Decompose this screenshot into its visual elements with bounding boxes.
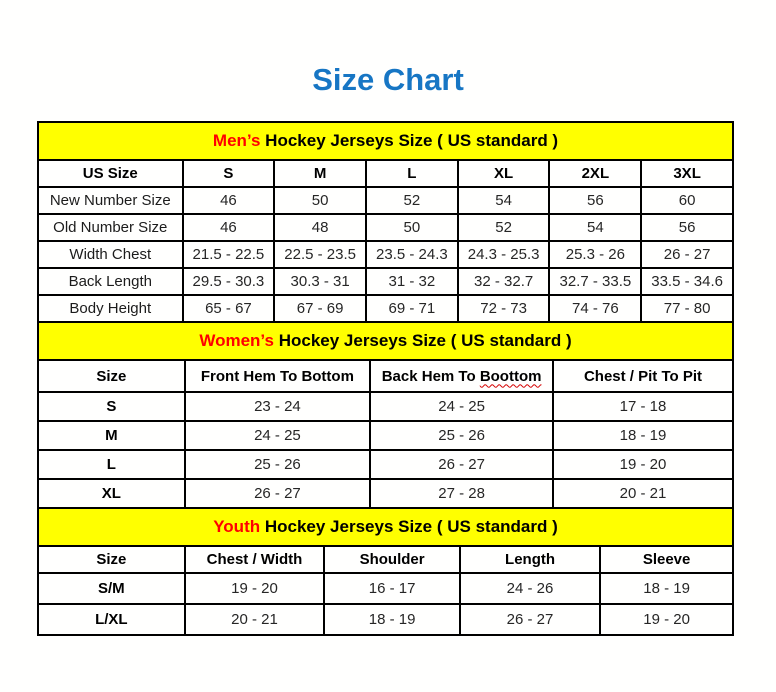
size-value-cell: 67 - 69	[274, 295, 366, 322]
table-row	[38, 604, 733, 635]
table-row	[38, 268, 733, 295]
mens-col-header: XL	[458, 160, 550, 187]
size-value-cell: 23 - 24	[185, 392, 371, 421]
table-row	[38, 421, 733, 450]
size-value-cell: 29.5 - 30.3	[183, 268, 275, 295]
mens-section-header	[38, 122, 733, 160]
youth-col-header: Size	[38, 546, 185, 573]
size-value-cell: 18 - 19	[553, 421, 733, 450]
size-value-cell: 65 - 67	[183, 295, 275, 322]
womens-col-header-misspelled	[370, 360, 553, 392]
youth-section-rest: Hockey Jerseys Size ( US standard )	[260, 517, 558, 536]
size-value-cell: 25 - 26	[370, 421, 553, 450]
womens-col-header: Chest / Pit To Pit	[553, 360, 733, 392]
size-value-cell: 25.3 - 26	[549, 241, 641, 268]
womens-row-label: L	[38, 450, 185, 479]
table-row	[38, 295, 733, 322]
size-value-cell: 72 - 73	[458, 295, 550, 322]
youth-col-header: Chest / Width	[185, 546, 325, 573]
size-value-cell: 26 - 27	[641, 241, 733, 268]
youth-header-row	[38, 546, 733, 573]
mens-header-row	[38, 160, 733, 187]
table-row	[38, 241, 733, 268]
womens-section-highlight: Women’s	[199, 331, 274, 350]
size-value-cell: 50	[366, 214, 458, 241]
womens-band-row	[38, 322, 733, 360]
womens-col-header: Front Hem To Bottom	[185, 360, 371, 392]
womens-row-label: XL	[38, 479, 185, 508]
size-value-cell: 52	[366, 187, 458, 214]
size-value-cell: 60	[641, 187, 733, 214]
youth-section-highlight: Youth	[213, 517, 261, 536]
size-value-cell: 23.5 - 24.3	[366, 241, 458, 268]
womens-header-misspelled-word: Boottom	[479, 367, 542, 385]
size-value-cell: 16 - 17	[324, 573, 460, 604]
womens-row-label: S	[38, 392, 185, 421]
size-value-cell: 26 - 27	[370, 450, 553, 479]
womens-row-label: M	[38, 421, 185, 450]
table-row	[38, 214, 733, 241]
size-value-cell: 20 - 21	[553, 479, 733, 508]
youth-col-header: Shoulder	[324, 546, 460, 573]
mens-section-rest: Hockey Jerseys Size ( US standard )	[260, 131, 559, 150]
size-value-cell: 46	[183, 187, 275, 214]
table-row	[38, 573, 733, 604]
table-row	[38, 187, 733, 214]
size-value-cell: 32 - 32.7	[458, 268, 550, 295]
size-value-cell: 52	[458, 214, 550, 241]
size-value-cell: 26 - 27	[460, 604, 600, 635]
size-value-cell: 24 - 25	[370, 392, 553, 421]
mens-col-header: M	[274, 160, 366, 187]
size-value-cell: 22.5 - 23.5	[274, 241, 366, 268]
mens-row-label: Old Number Size	[38, 214, 183, 241]
size-value-cell: 31 - 32	[366, 268, 458, 295]
size-value-cell: 27 - 28	[370, 479, 553, 508]
size-value-cell: 17 - 18	[553, 392, 733, 421]
size-value-cell: 25 - 26	[185, 450, 371, 479]
mens-col-header: L	[366, 160, 458, 187]
size-value-cell: 26 - 27	[185, 479, 371, 508]
youth-section-header	[38, 508, 733, 546]
youth-row-label: S/M	[38, 573, 185, 604]
womens-size-table	[37, 321, 734, 509]
size-value-cell: 21.5 - 22.5	[183, 241, 275, 268]
mens-row-label: Back Length	[38, 268, 183, 295]
mens-size-table	[37, 121, 734, 323]
mens-band-row	[38, 122, 733, 160]
size-value-cell: 33.5 - 34.6	[641, 268, 733, 295]
size-tables-container	[37, 121, 734, 636]
youth-band-row	[38, 508, 733, 546]
youth-size-table	[37, 507, 734, 636]
size-value-cell: 54	[458, 187, 550, 214]
size-value-cell: 24 - 25	[185, 421, 371, 450]
size-value-cell: 77 - 80	[641, 295, 733, 322]
page-title: Size Chart	[312, 62, 464, 97]
size-value-cell: 30.3 - 31	[274, 268, 366, 295]
womens-header-row	[38, 360, 733, 392]
youth-col-header: Sleeve	[600, 546, 733, 573]
size-value-cell: 56	[549, 187, 641, 214]
womens-col-header: Size	[38, 360, 185, 392]
size-value-cell: 18 - 19	[324, 604, 460, 635]
youth-col-header: Length	[460, 546, 600, 573]
womens-header-prefix: Back Hem To	[381, 367, 480, 385]
mens-row-label: Width Chest	[38, 241, 183, 268]
size-value-cell: 19 - 20	[600, 604, 733, 635]
table-row	[38, 392, 733, 421]
mens-row-label: New Number Size	[38, 187, 183, 214]
table-row	[38, 450, 733, 479]
size-value-cell: 69 - 71	[366, 295, 458, 322]
mens-section-highlight: Men’s	[212, 131, 261, 150]
table-row	[38, 479, 733, 508]
size-value-cell: 50	[274, 187, 366, 214]
size-value-cell: 74 - 76	[549, 295, 641, 322]
size-value-cell: 18 - 19	[600, 573, 733, 604]
womens-section-header	[38, 322, 733, 360]
youth-row-label: L/XL	[38, 604, 185, 635]
size-value-cell: 54	[549, 214, 641, 241]
size-value-cell: 24 - 26	[460, 573, 600, 604]
size-value-cell: 48	[274, 214, 366, 241]
size-value-cell: 19 - 20	[553, 450, 733, 479]
mens-col-header: 2XL	[549, 160, 641, 187]
size-value-cell: 19 - 20	[185, 573, 325, 604]
womens-section-rest: Hockey Jerseys Size ( US standard )	[273, 331, 572, 350]
size-value-cell: 24.3 - 25.3	[458, 241, 550, 268]
mens-col-header: US Size	[38, 160, 183, 187]
size-value-cell: 20 - 21	[185, 604, 325, 635]
mens-col-header: S	[183, 160, 275, 187]
size-value-cell: 32.7 - 33.5	[549, 268, 641, 295]
size-value-cell: 46	[183, 214, 275, 241]
size-value-cell: 56	[641, 214, 733, 241]
mens-col-header: 3XL	[641, 160, 733, 187]
mens-row-label: Body Height	[38, 295, 183, 322]
